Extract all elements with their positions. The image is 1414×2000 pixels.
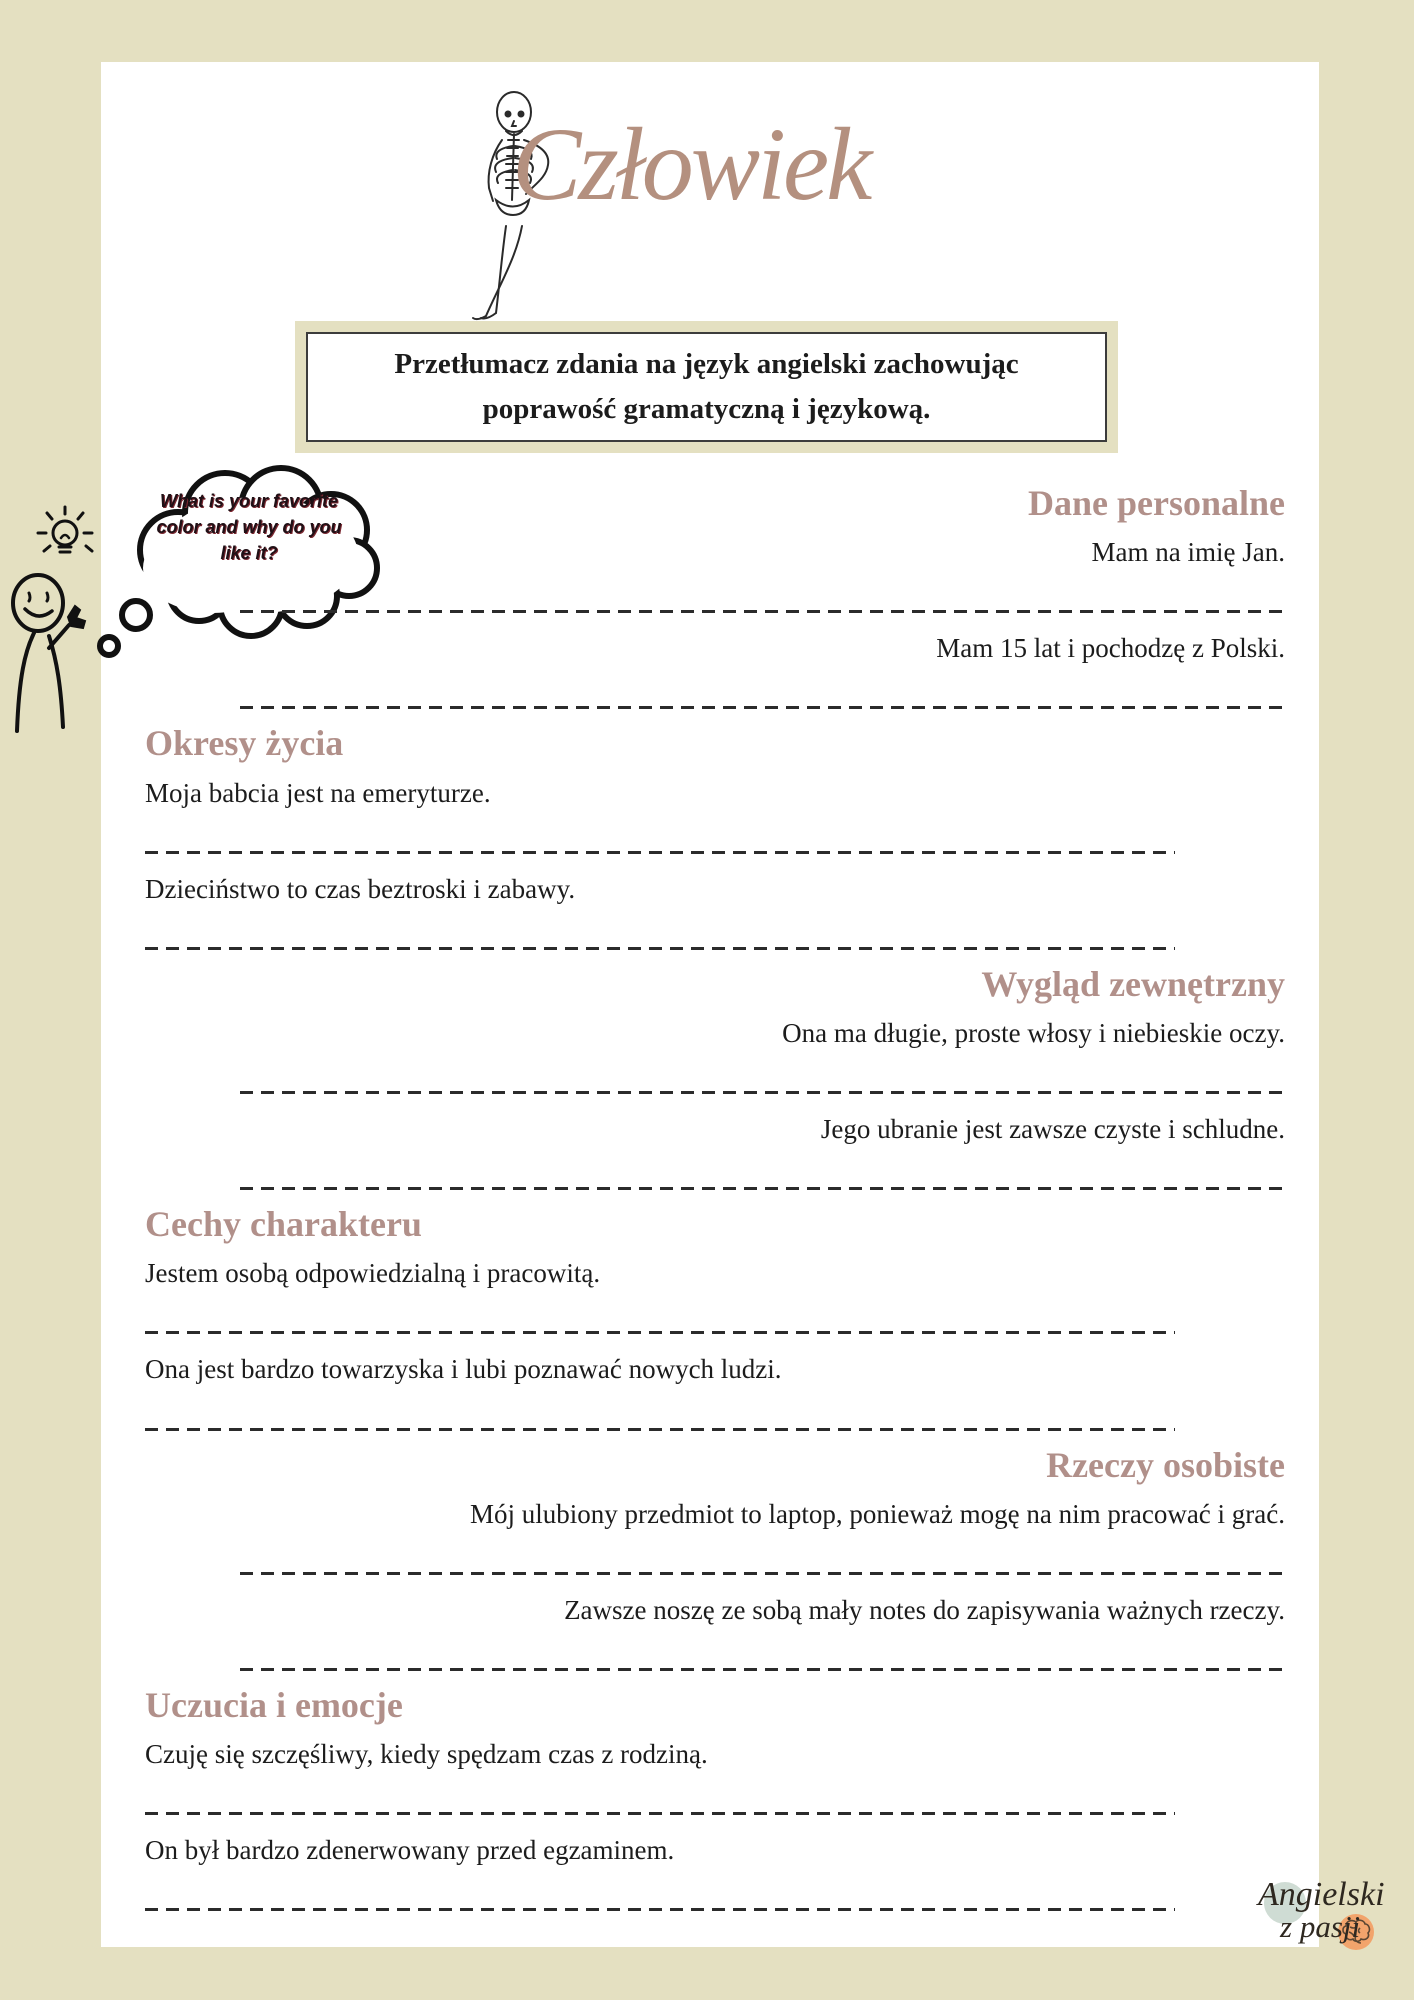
answer-line bbox=[145, 1908, 1175, 1911]
answer-line bbox=[145, 1812, 1175, 1815]
answer-line bbox=[240, 1572, 1285, 1575]
brand-logo bbox=[1240, 1868, 1414, 1996]
worksheet-section bbox=[101, 1684, 1319, 1911]
logo-text-line2: z pasji bbox=[1280, 1909, 1361, 1944]
answer-line bbox=[145, 947, 1175, 950]
answer-line bbox=[145, 851, 1175, 854]
section-title: Okresy życia bbox=[145, 723, 344, 764]
answer-line bbox=[240, 706, 1285, 709]
sentence-to-translate: Mam 15 lat i pochodzę z Polski. bbox=[936, 633, 1285, 664]
sentence-to-translate: Mój ulubiony przedmiot to laptop, ponieważ mogę na nim pracować i grać. bbox=[469, 1498, 1285, 1529]
worksheet-section bbox=[101, 1203, 1319, 1430]
section-title: Uczucia i emocje bbox=[145, 1684, 403, 1725]
sentence-to-translate: On był bardzo zdenerwowany przed egzaminem. bbox=[145, 1835, 675, 1866]
sentence-to-translate: Jego ubranie jest zawsze czyste i schludne. bbox=[820, 1114, 1285, 1145]
sentence-to-translate: Czuję się szczęśliwy, kiedy spędzam czas z rodziną. bbox=[145, 1739, 708, 1770]
sentence-to-translate: Jestem osobą odpowiedzialną i pracowitą. bbox=[145, 1258, 601, 1289]
section-title: Wygląd zewnętrzny bbox=[981, 963, 1285, 1004]
sentence-to-translate: Ona jest bardzo towarzyska i lubi poznawać nowych ludzi. bbox=[145, 1354, 782, 1385]
sentence-to-translate: Mam na imię Jan. bbox=[1091, 537, 1285, 568]
sentence-to-translate: Moja babcia jest na emeryturze. bbox=[145, 777, 491, 808]
answer-line bbox=[145, 1331, 1175, 1334]
instruction-box bbox=[306, 332, 1107, 442]
answer-line bbox=[240, 610, 1285, 613]
page-title: Człowiek bbox=[512, 107, 870, 222]
worksheet-section bbox=[101, 1444, 1319, 1671]
thought-bubble-text: What is your favorite color and why do you like it? bbox=[156, 491, 342, 564]
sentence-to-translate: Ona ma długie, proste włosy i niebieskie oczy. bbox=[782, 1017, 1285, 1048]
answer-line bbox=[240, 1668, 1285, 1671]
worksheet-sections bbox=[101, 482, 1319, 1924]
sentence-to-translate: Dzieciństwo to czas beztroski i zabawy. bbox=[145, 873, 576, 904]
logo-text-line1: Angielski bbox=[1258, 1876, 1385, 1913]
worksheet-section bbox=[101, 482, 1319, 709]
instruction-text: Przetłumacz zdania na język angielski zachowując poprawość gramatyczną i językową. bbox=[394, 348, 1019, 425]
answer-line bbox=[240, 1187, 1285, 1190]
section-title: Cechy charakteru bbox=[145, 1204, 422, 1245]
answer-line bbox=[145, 1428, 1175, 1431]
worksheet-section bbox=[101, 963, 1319, 1190]
section-title: Dane personalne bbox=[1027, 483, 1285, 523]
sentence-to-translate: Zawsze noszę ze sobą mały notes do zapisywania ważnych rzeczy. bbox=[564, 1594, 1285, 1625]
section-title: Rzeczy osobiste bbox=[1046, 1444, 1285, 1485]
answer-line bbox=[240, 1091, 1285, 1094]
worksheet-section bbox=[101, 722, 1319, 949]
